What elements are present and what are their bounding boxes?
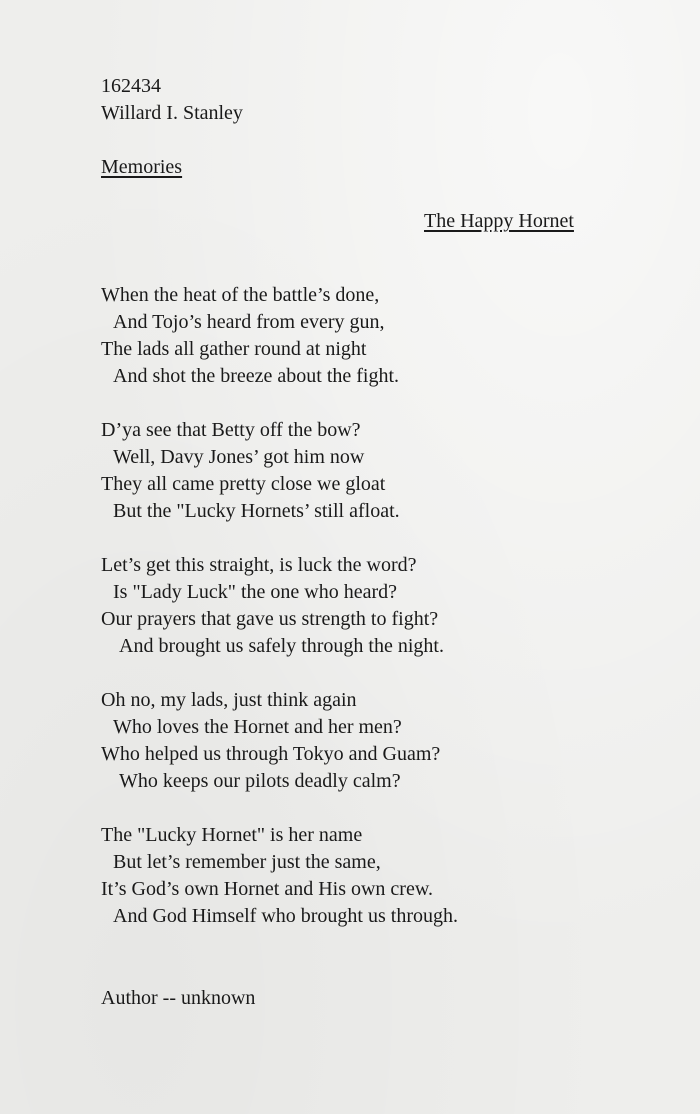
poem-line: Well, Davy Jones’ got him now [113, 446, 365, 468]
poem-line: And brought us safely through the night. [119, 635, 444, 657]
poem-line: Who keeps our pilots deadly calm? [119, 770, 401, 792]
document-id: 162434 [101, 75, 161, 97]
poem-title: The Happy Hornet [424, 210, 574, 232]
section-heading: Memories [101, 156, 183, 178]
poem-line: They all came pretty close we gloat [101, 473, 386, 495]
poem-line: And Tojo’s heard from every gun, [113, 311, 385, 333]
poem-line: Let’s get this straight, is luck the word? [101, 554, 417, 576]
poem-line: Oh no, my lads, just think again [101, 689, 357, 711]
author-attribution: Author -- unknown [101, 987, 256, 1009]
poem-line: Who helped us through Tokyo and Guam? [101, 743, 441, 765]
poem-line: Our prayers that gave us strength to fight? [101, 608, 439, 630]
poem-line: Who loves the Hornet and her men? [113, 716, 402, 738]
poem-line: But the "Lucky Hornets’ still afloat. [113, 500, 400, 522]
poem-line: The "Lucky Hornet" is her name [101, 824, 363, 846]
poem-line: When the heat of the battle’s done, [101, 284, 380, 306]
author-name: Willard I. Stanley [101, 102, 243, 124]
poem-line: It’s God’s own Hornet and His own crew. [101, 878, 433, 900]
poem-line: And shot the breeze about the fight. [113, 365, 400, 387]
poem-line: And God Himself who brought us through. [113, 905, 458, 927]
poem-line: Is "Lady Luck" the one who heard? [113, 581, 398, 603]
poem-line: The lads all gather round at night [101, 338, 367, 360]
poem-line: D’ya see that Betty off the bow? [101, 419, 361, 441]
poem-line: But let’s remember just the same, [113, 851, 381, 873]
